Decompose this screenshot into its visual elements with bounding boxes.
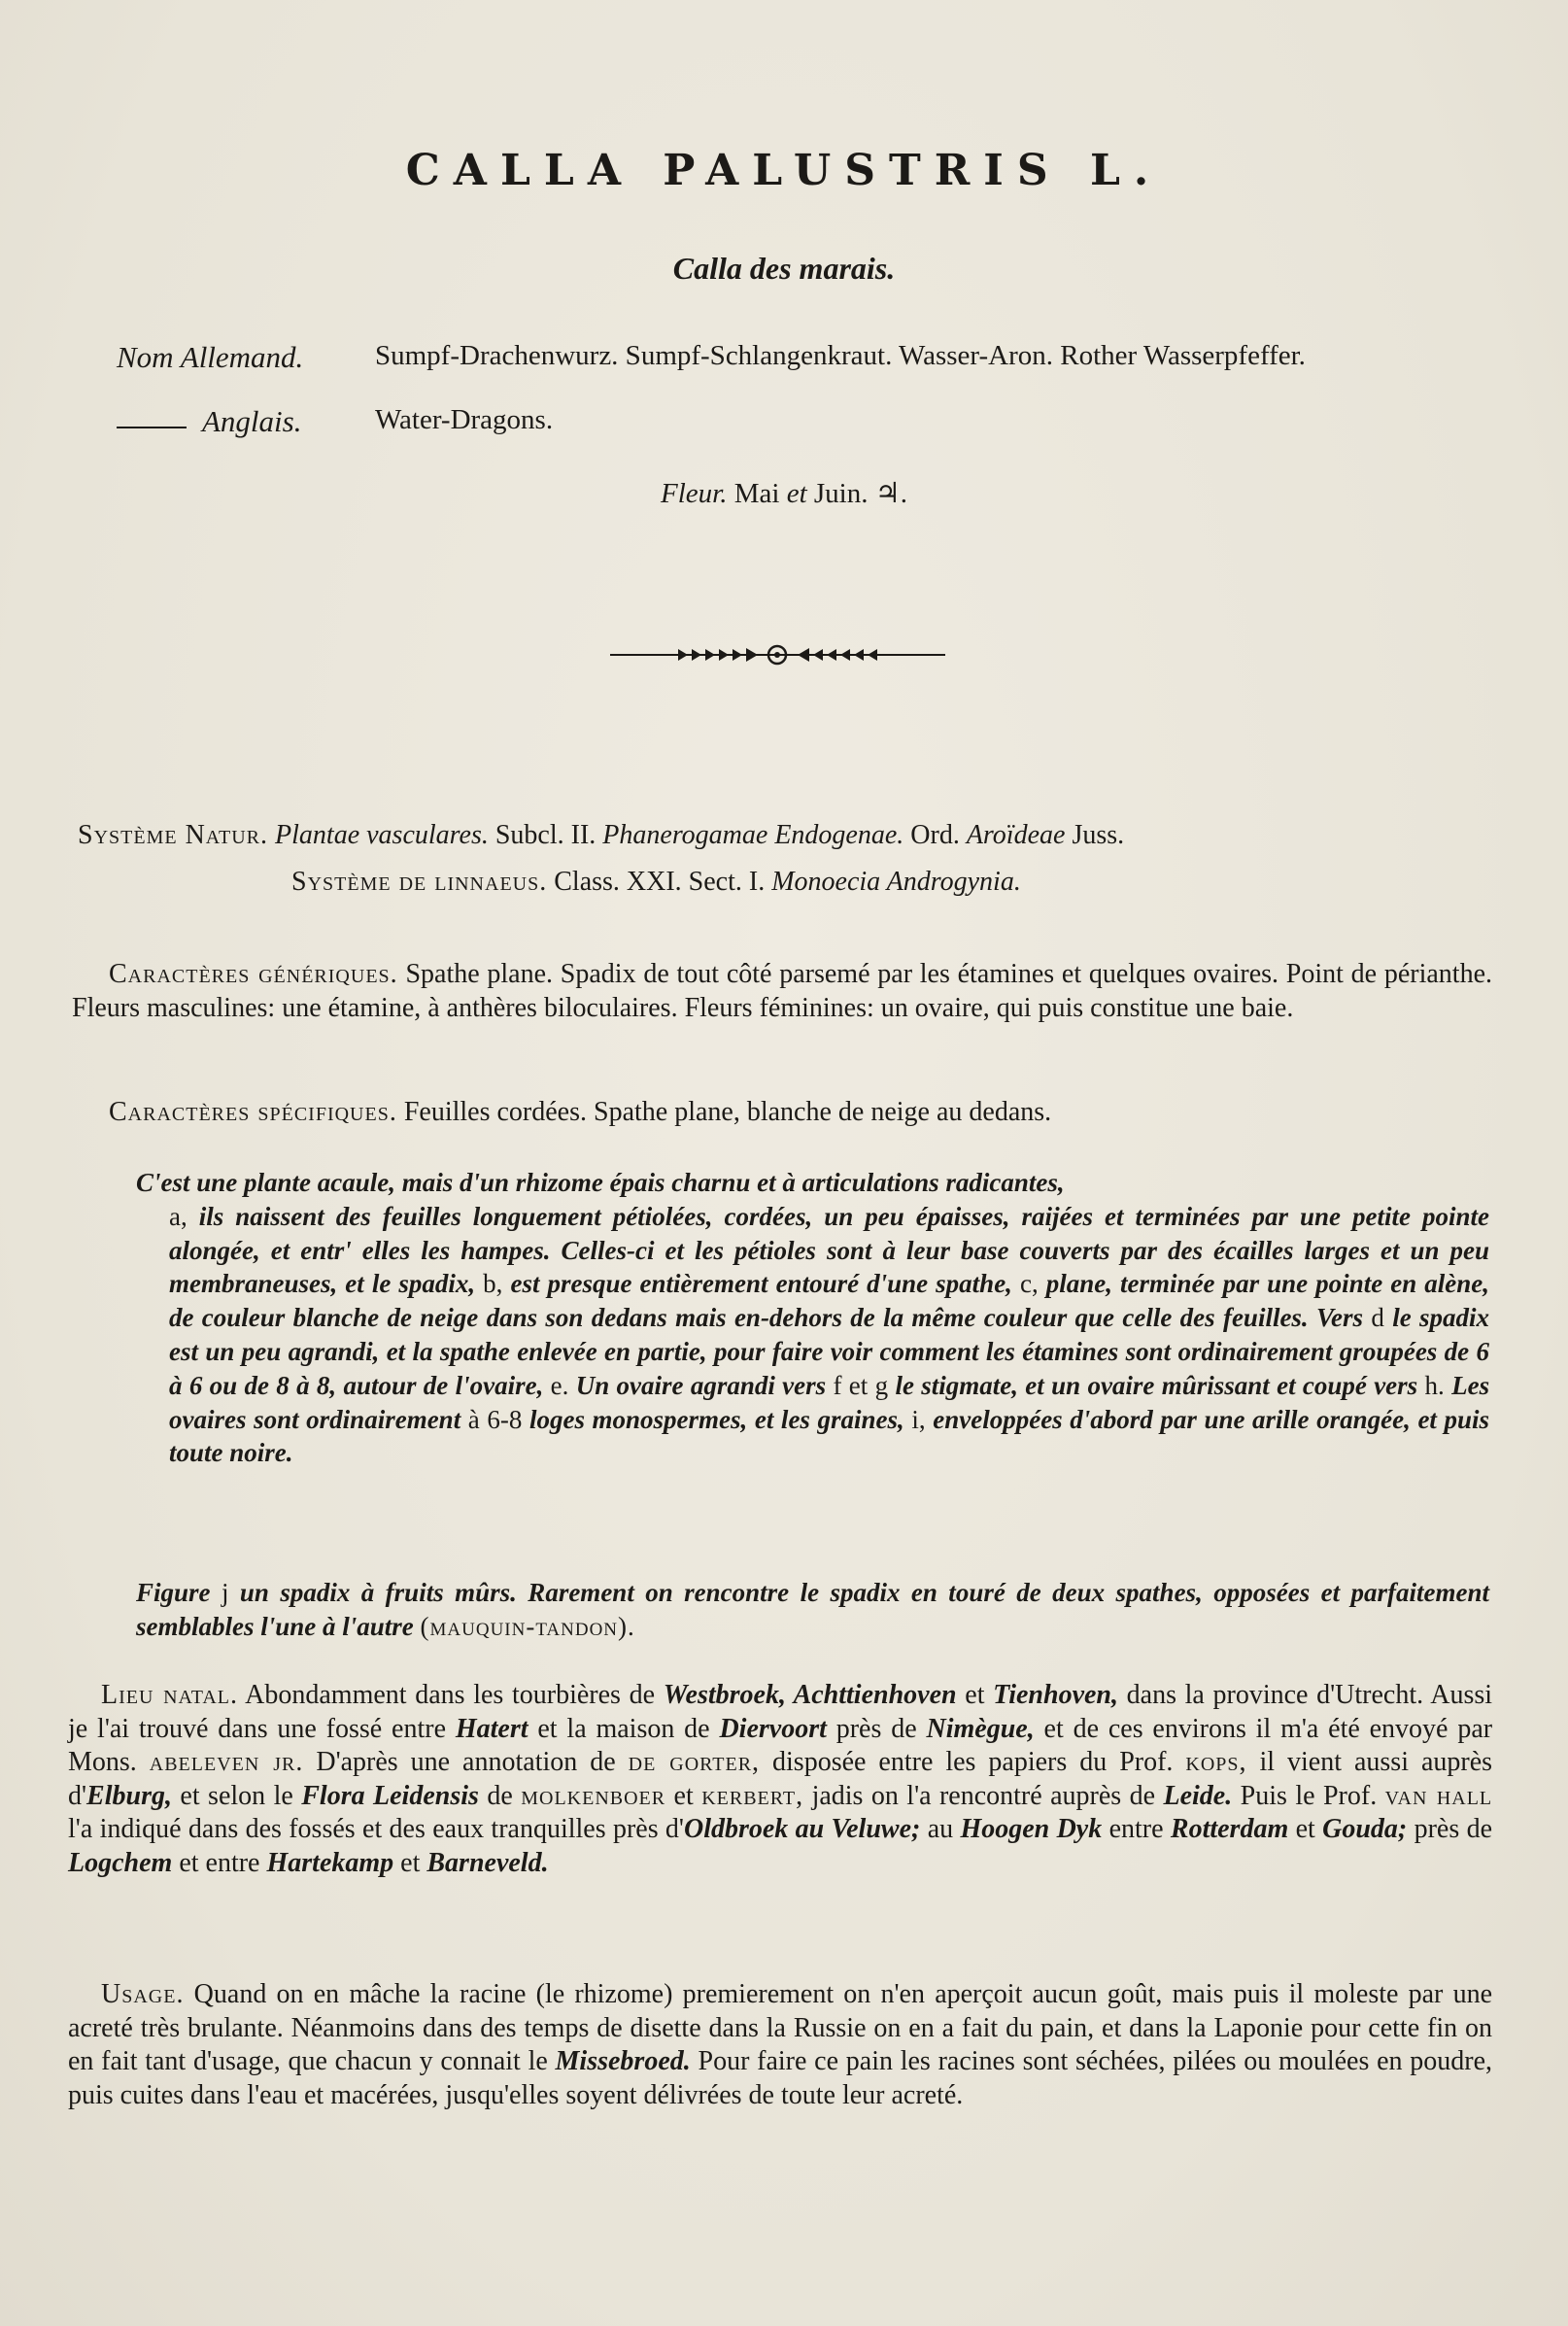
place-barneveld: Barneveld.	[426, 1847, 549, 1878]
person-de-gorter: de gorter,	[628, 1747, 761, 1778]
german-name-row	[117, 340, 303, 375]
place-hartekamp: Hartekamp	[266, 1847, 394, 1878]
description-p1: C'est une plante acaule, mais d'un rhizome épais charnu et à articulations radicantes,	[136, 1168, 1065, 1197]
usage-s1: Quand on en mâche la racine (le rhizome) premierement on n'en aperçoit aucun goût, mais puis il moleste par une acreté très brulante. Néanmoins dans des temps de disette dans la Russie on en a fait du pain, et dans la Laponie pour cette fin on en fait tant d'usage, que chacun y connait le	[68, 1979, 1493, 2077]
flowering-month-1: Mai	[733, 478, 780, 509]
description-p6: Un ovaire agrandi vers	[575, 1370, 827, 1400]
habitat-s1: Abondamment dans les tourbières de	[245, 1680, 656, 1710]
habitat-s10: et selon le	[180, 1780, 293, 1811]
habitat-s13: jadis on l'a rencontré auprès de	[811, 1780, 1156, 1811]
usage-missebroed: Missebroed.	[555, 2046, 691, 2077]
number-6-8: à 6-8	[467, 1404, 523, 1434]
english-name-value: Water-Dragons.	[375, 404, 554, 435]
habitat-s16: au	[927, 1814, 954, 1845]
systeme-linnaeus-line	[291, 867, 1021, 898]
person-abeleven: abeleven jr.	[149, 1747, 304, 1778]
label-d: d	[1371, 1303, 1384, 1333]
systeme-natur-line	[78, 820, 1496, 851]
systeme-natur-t3: Phanerogamae Endogenae.	[602, 820, 904, 850]
habitat-s14: Puis le Prof.	[1240, 1780, 1378, 1811]
ornament-divider-icon	[610, 643, 945, 667]
systeme-natur-t6: Juss.	[1072, 820, 1125, 850]
english-name-label: Anglais.	[202, 404, 302, 438]
usage-s2: Pour faire ce pain les racines sont séchées, pilées ou moulées en poudre, puis cuites dans l'eau et macérées, jusqu'elles soyent délivrées de toute leur acreté.	[68, 2046, 1493, 2110]
usage-label: Usage.	[101, 1979, 185, 2009]
systeme-natur-t2: Subcl. II.	[494, 820, 597, 850]
german-name-value: Sumpf-Drachenwurz. Sumpf-Schlangenkraut. Wasser-Aron. Rother Wasserpfeffer.	[375, 340, 1306, 371]
habitat-s11: de	[487, 1780, 513, 1811]
systeme-linnaeus-t2: Monoecia Androgynia.	[771, 867, 1021, 897]
place-logchem: Logchem	[68, 1847, 173, 1878]
figure-note-paragraph	[136, 1576, 1489, 1644]
perennial-symbol-icon: ♃.	[874, 478, 907, 509]
flowering-month-2: Juin.	[813, 478, 869, 509]
label-c: c,	[1019, 1269, 1039, 1299]
habitat-s8: disposée entre les papiers du Prof.	[772, 1747, 1174, 1778]
generic-text: Spathe plane. Spadix de tout côté parsemé par les étamines et quelques ovaires. Point de périanthe. Fleurs masculines: une étamine, à anthères biloculaires. Fleurs féminines: un ovaire, qui puis constitue une baie.	[72, 959, 1493, 1023]
place-hoogen-dyk: Hoogen Dyk	[960, 1814, 1103, 1845]
habitat-s18: et	[1295, 1814, 1315, 1845]
systeme-linnaeus-label: Système de linnaeus.	[291, 867, 548, 897]
person-kops: kops,	[1185, 1747, 1247, 1778]
description-p9: loges monospermes, et les graines,	[528, 1404, 904, 1434]
page-title: CALLA PALUSTRIS L.	[405, 146, 1163, 195]
place-nimegue: Nimègue,	[926, 1713, 1035, 1744]
place-hatert: Hatert	[455, 1713, 528, 1744]
german-name-value-row	[375, 340, 1306, 372]
specific-characters-paragraph	[109, 1096, 1492, 1130]
systeme-natur-label: Système Natur.	[78, 820, 269, 850]
place-gouda: Gouda;	[1322, 1814, 1408, 1845]
specific-label: Caractères spécifiques.	[109, 1097, 397, 1127]
generic-label: Caractères génériques.	[109, 959, 398, 989]
label-i: i,	[911, 1404, 926, 1434]
page-subtitle: Calla des marais.	[672, 251, 896, 286]
english-name-value-row	[375, 404, 553, 436]
description-lead	[136, 1166, 1489, 1200]
place-rotterdam: Rotterdam	[1170, 1814, 1289, 1845]
ditto-dash	[117, 427, 187, 428]
label-j: j	[221, 1578, 229, 1607]
person-kerbert: kerbert,	[701, 1780, 804, 1811]
description-paragraph	[136, 1166, 1489, 1470]
description-p3: est presque entièrement entouré d'une spathe,	[510, 1269, 1012, 1299]
generic-characters-paragraph	[72, 958, 1492, 1025]
description-p2: ils naissent des feuilles longuement pétiolées, cordées, un peu épaisses, raijées et terminées par une petite pointe alongée, et entr' elles les hampes. Celles-ci et les pétioles sont à leur base couverts par des écailles larges et un peu membraneuses, et le spadix,	[169, 1201, 1490, 1299]
label-e: e.	[550, 1370, 569, 1400]
place-diervoort: Diervoort	[719, 1713, 827, 1744]
specific-text: Feuilles cordées. Spathe plane, blanche de neige au dedans.	[403, 1097, 1052, 1127]
habitat-s6: et de ces environs il m'a été envoyé par Mons.	[68, 1713, 1493, 1778]
label-b: b,	[483, 1269, 503, 1299]
systeme-linnaeus-t1: Class. XXI. Sect. I.	[554, 867, 766, 897]
place-leide: Leide.	[1163, 1780, 1233, 1811]
description-p7: le stigmate, et un ovaire mûrissant et coupé vers	[895, 1370, 1418, 1400]
figure-word: Figure	[136, 1578, 211, 1607]
place-tienhoven: Tienhoven,	[993, 1680, 1118, 1710]
systeme-natur-t4: Ord.	[910, 820, 960, 850]
description-p10: enveloppées d'abord par une arille orangée, et puis toute noire.	[169, 1404, 1490, 1468]
systeme-natur-t1: Plantae vasculares.	[275, 820, 489, 850]
place-oldbroek: Oldbroek au Veluwe;	[683, 1814, 921, 1845]
description-p5: le spadix est un peu agrandi, et la spathe enlevée en partie, pour faire voir comment les étamines sont ordinairement groupées de 6 à 6 ou de 8 à 8, autour de l'ovaire,	[169, 1303, 1490, 1400]
label-fg: f et g	[833, 1370, 889, 1400]
habitat-label: Lieu natal.	[101, 1680, 239, 1710]
habitat-s7: D'après une annotation de	[316, 1747, 616, 1778]
figure-text: un spadix à fruits mûrs. Rarement on rencontre le spadix en touré de deux spathes, opposées et parfaitement semblables l'une à l'autre	[136, 1578, 1490, 1641]
label-h: h.	[1424, 1370, 1445, 1400]
habitat-s3: dans la province d'Utrecht. Aussi je l'ai trouvé dans une fossé entre	[68, 1680, 1493, 1744]
description-body	[136, 1200, 1489, 1470]
place-westbroek: Westbroek, Achttienhoven	[663, 1680, 957, 1710]
place-elburg: Elburg,	[86, 1780, 172, 1811]
systeme-natur-t5: Aroïdeae	[966, 820, 1066, 850]
flowering-line	[0, 476, 1568, 510]
description-p8: Les ovaires sont ordinairement	[169, 1370, 1490, 1434]
person-van-hall: van hall	[1384, 1780, 1493, 1811]
habitat-s21: et	[400, 1847, 421, 1878]
label-a: a,	[169, 1201, 187, 1231]
habitat-s19: près de	[1414, 1814, 1493, 1845]
person-molkenboer: molkenboer	[521, 1780, 666, 1811]
description-p4: plane, terminée par une pointe en alène, de couleur blanche de neige dans son dedans mais en-dehors de la même couleur que celle des feuilles. Vers	[169, 1269, 1490, 1333]
figure-reference: (mauquin-tandon).	[420, 1611, 635, 1641]
habitat-s20: et entre	[179, 1847, 260, 1878]
habitat-s2: et	[965, 1680, 985, 1710]
habitat-s15: l'a indiqué dans des fossés et des eaux tranquilles près d'	[68, 1814, 684, 1845]
habitat-s17: entre	[1108, 1814, 1164, 1845]
habitat-s5: près de	[835, 1713, 917, 1744]
book-flora-leidensis: Flora Leidensis	[301, 1780, 479, 1811]
habitat-s12: et	[673, 1780, 694, 1811]
habitat-s4: et la maison de	[537, 1713, 710, 1744]
habitat-s9: il vient aussi auprès d'	[68, 1747, 1493, 1811]
english-name-row	[117, 404, 301, 439]
flowering-label: Fleur.	[661, 478, 728, 509]
usage-paragraph	[68, 1978, 1492, 2112]
flowering-connector: et	[786, 478, 807, 509]
german-name-label: Nom Allemand.	[117, 340, 304, 374]
habitat-paragraph	[68, 1679, 1492, 1881]
